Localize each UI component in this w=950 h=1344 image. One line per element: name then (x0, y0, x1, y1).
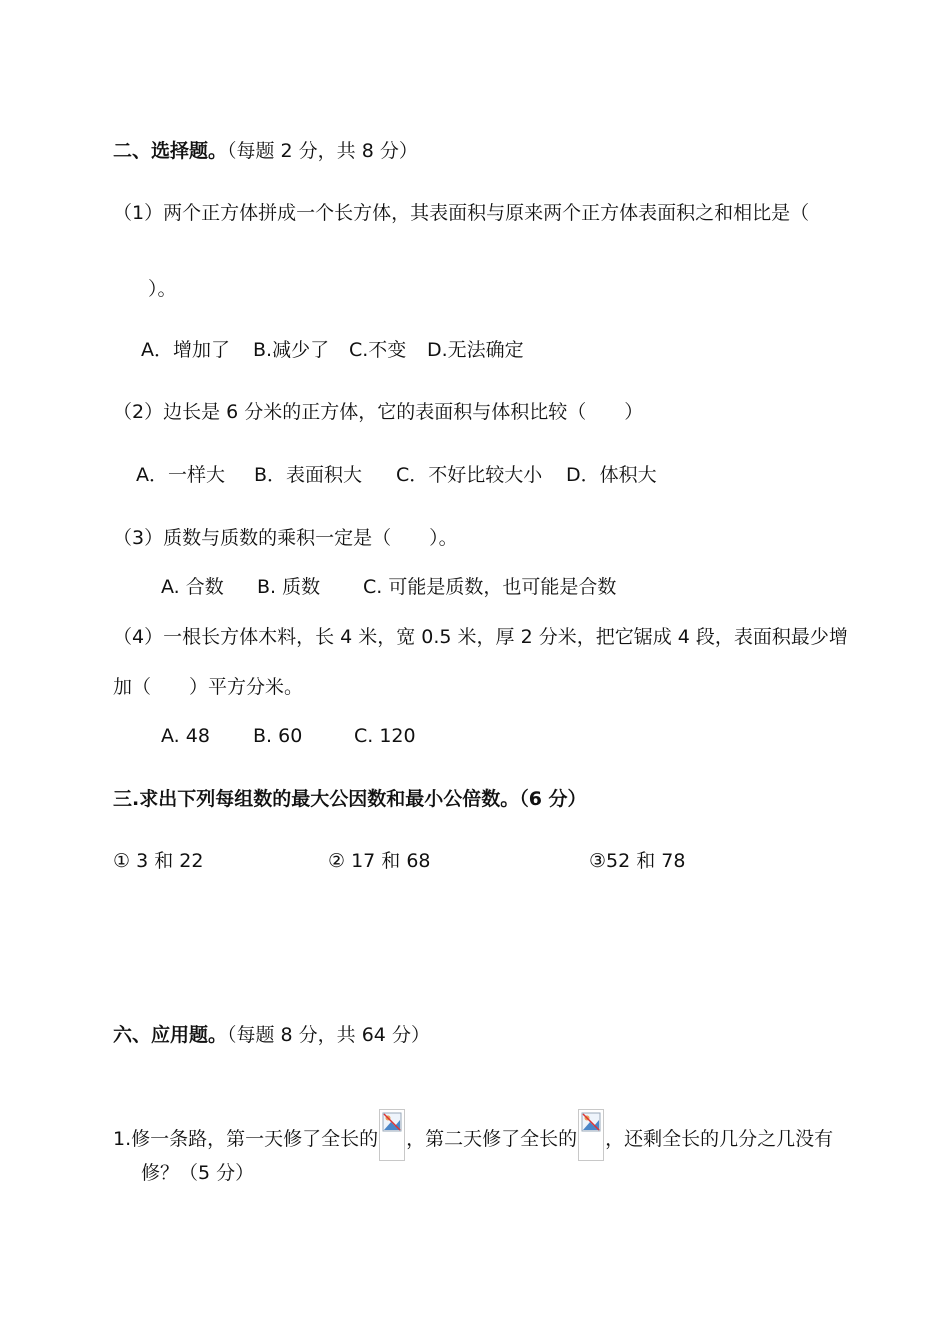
q4-text-line1: （4）一根长方体木料，长 4 米，宽 0.5 米，厚 2 分米，把它锯成 4 段，表面积最少增 (113, 626, 848, 648)
section6-q1-part2: ，第二天修了全长的 (406, 1128, 578, 1150)
section6-q1-line1 (113, 1109, 833, 1161)
section3-item-1: ① 3 和 22 (113, 850, 204, 872)
q4-option-b: B. 60 (253, 725, 303, 747)
q1-option-b: B.减少了 (253, 339, 330, 361)
q2-option-b: B．表面积大 (254, 464, 363, 486)
q4-options (161, 723, 416, 749)
q1-option-a: A．增加了 (141, 339, 230, 361)
q1-text-line1: （1）两个正方体拼成一个长方体，其表面积与原来两个正方体表面积之和相比是（ (113, 202, 810, 224)
q1-text-line2: ）。 (148, 278, 177, 300)
section6-q1-part1: 1.修一条路，第一天修了全长的 (113, 1128, 379, 1150)
q3-option-b: B. 质数 (257, 576, 321, 598)
q2-option-c: C．不好比较大小 (396, 464, 543, 486)
section3-title: 三.求出下列每组数的最大公因数和最小公倍数。（6 分） (113, 788, 587, 810)
broken-image-icon (379, 1109, 405, 1161)
section6-heading (113, 1022, 430, 1048)
q1-option-c: C.不变 (349, 339, 407, 361)
section6-q1-line2: 修？（5 分） (141, 1162, 255, 1184)
q2-options (136, 462, 657, 488)
q4-option-c: C. 120 (354, 725, 416, 747)
q4-option-a: A. 48 (161, 725, 210, 747)
q3-text: （3）质数与质数的乘积一定是（ ）。 (113, 527, 458, 549)
q3-option-a: A. 合数 (161, 576, 224, 598)
section2-title: 二、选择题。 (113, 140, 228, 162)
section3-item-3: ③52 和 78 (589, 850, 686, 872)
q2-option-d: D．体积大 (566, 464, 657, 486)
section2-note: （每题 2 分，共 8 分） (227, 140, 418, 162)
q4-text-line2: 加（ ）平方分米。 (113, 676, 304, 698)
q2-text: （2）边长是 6 分米的正方体，它的表面积与体积比较（ ） (113, 401, 644, 423)
section6-title: 六、应用题。 (113, 1024, 228, 1046)
broken-image-icon (578, 1109, 604, 1161)
section2-heading (113, 138, 418, 164)
q2-option-a: A．一样大 (136, 464, 225, 486)
section6-q1-part3: ，还剩全长的几分之几没有 (605, 1128, 834, 1150)
q3-options (161, 574, 616, 600)
q1-options (141, 337, 524, 363)
section3-item-2: ② 17 和 68 (328, 850, 431, 872)
q3-option-c: C. 可能是质数，也可能是合数 (363, 576, 617, 598)
q1-option-d: D.无法确定 (427, 339, 524, 361)
section6-note: （每题 8 分，共 64 分） (227, 1024, 430, 1046)
